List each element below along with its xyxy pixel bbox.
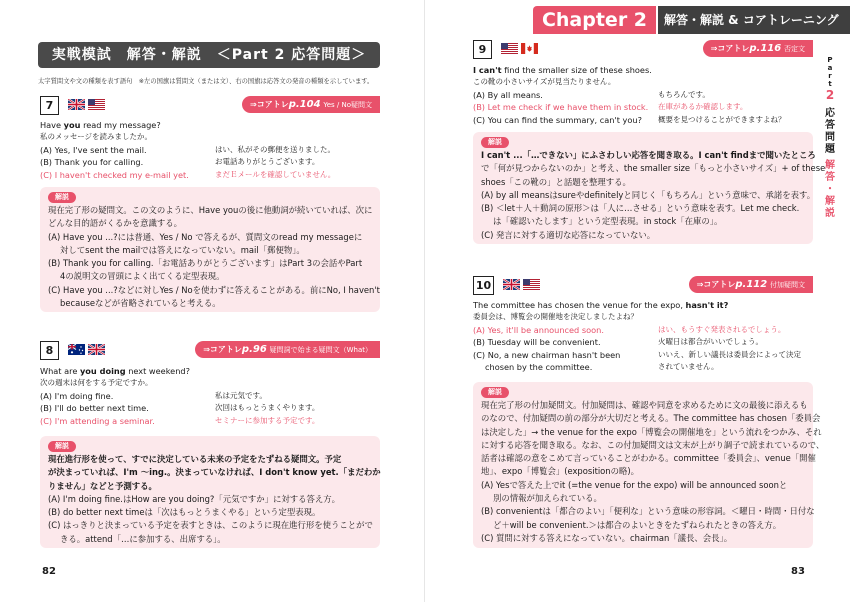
- sidebar-char: P: [827, 56, 833, 64]
- question-number: 10: [473, 276, 494, 295]
- option-a-jp: もちろんです。: [658, 89, 710, 99]
- explanation-line: のなので、付加疑問の前の部分が大切だと考える。The committee has chosen「委員会: [481, 413, 821, 424]
- question-en: The committee has chosen the venue for the expo, hasn't it?: [473, 300, 729, 310]
- core-training-tag[interactable]: ⇒コアトレp.96 疑問詞で始まる疑問文（What）: [195, 341, 380, 358]
- question-number: 9: [473, 40, 492, 59]
- explanation-line: ど＋will be convenient.＞は都合のよいときをたずねられたときの答え方。: [493, 519, 782, 530]
- option-b-jp: 火曜日は都合がいいでしょう。: [658, 337, 763, 347]
- explanation-label: 解説: [481, 137, 509, 148]
- uk-flag-icon: [503, 279, 520, 290]
- option-b-jp: 在庫があるか確認します。: [658, 102, 748, 112]
- explanation-line: (A) Yesで答えた上でit (=the venue for the expo) will be announced soonと: [481, 479, 788, 490]
- explanation-line: に対する応答を聞き取る。なお、この付加疑問文は文末が上がり調子で読まれているので、: [481, 439, 825, 450]
- option-b: (B) Tuesday will be convenient.: [473, 337, 601, 348]
- question-10-header: [473, 276, 813, 296]
- explanation-line: (B) ＜let＋人＋動詞の原形＞は「人に…させる」という意味を表す。Let me check.: [481, 203, 800, 214]
- question-9-header: [473, 40, 813, 60]
- explanation-line: (B) do better next timeは「次はもっとうまくやる」という定型表現。: [48, 507, 321, 518]
- sidebar-char: 問: [825, 132, 835, 143]
- option-c-correct: (C) I haven't checked my e-mail yet.: [40, 169, 189, 180]
- explanation-line: (B) convenientは「都合のよい」「便利な」という意味の形容詞。＜曜日・時間・日付な: [481, 506, 815, 517]
- sidebar-char: a: [827, 64, 833, 72]
- core-training-tag[interactable]: ⇒コアトレp.116 否定文: [703, 40, 813, 57]
- question-9: [473, 64, 823, 127]
- explanation-line: りません」などと予測する。: [48, 480, 157, 491]
- option-c-jp: いいえ、新しい議長は委員会によって決定: [658, 349, 801, 359]
- question-number: 7: [40, 96, 59, 115]
- explanation-line: 現在進行形を使って、すでに決定している未来の予定をたずねる疑問文。予定: [48, 454, 342, 464]
- question-en: I can't find the smaller size of these shoes.: [473, 65, 652, 75]
- sidebar-char: ・: [825, 184, 835, 195]
- explanation-line: 現在完了形の疑問文。この文のように、Have youの後に他動詞が続いていれば、次に: [48, 205, 373, 215]
- question-8-header: [40, 341, 380, 361]
- option-b: (B) I'll do better next time.: [40, 403, 149, 414]
- right-page: [425, 0, 850, 602]
- explanation-line: (B) Thank you for calling.「お電話ありがとうございます」はPart 3の会話やPart: [48, 258, 363, 269]
- option-c-jp: まだＥメールを確認していません。: [215, 169, 336, 179]
- sidebar-char: 解: [825, 196, 835, 207]
- option-b-jp: お電話ありがとうございます。: [215, 157, 320, 167]
- explanation-line: 地」、expo「博覧会」(expositionの略)。: [481, 466, 639, 477]
- canada-flag-icon: [521, 43, 538, 54]
- australia-flag-icon: [68, 344, 85, 355]
- chapter-subtitle: 解答・解説 & コアトレーニング: [658, 6, 850, 34]
- vertical-sidebar: [818, 56, 842, 220]
- question-jp: 委員会は、博覧会の開催地を決定しましたよね？: [473, 312, 638, 322]
- sidebar-char: 2: [825, 88, 835, 102]
- option-a-correct: (A) Yes, it'll be announced soon.: [473, 324, 604, 335]
- explanation-box-7: [40, 187, 380, 312]
- option-b-correct: (B) Let me check if we have them in stock.: [473, 102, 649, 113]
- explanation-line: 現在完了形の付加疑問文。付加疑問は、確認や同意を求めるために文の最後に添えるも: [481, 400, 808, 410]
- question-7-header: [40, 96, 380, 116]
- explanation-box-8: [40, 436, 380, 548]
- explanation-box-9: [473, 132, 826, 244]
- question-number: 8: [40, 341, 59, 360]
- option-b-jp: 次回はもっとうまくやります。: [215, 403, 320, 413]
- explanation-box-10: [473, 382, 825, 548]
- explanation-line: (C) はっきりと決まっている予定を表すときは、このように現在進行形を使うことがで: [48, 520, 373, 531]
- us-flag-icon: [501, 43, 518, 54]
- option-a: (A) Yes, I've sent the mail.: [40, 144, 147, 155]
- legend-note: 太字質問文や文の種類を表す語句 ※左の国旗は質問文（または文）、右の国旗は応答文の発音の種類を示しています。: [38, 78, 374, 85]
- question-en: What are you doing next weekend?: [40, 366, 190, 376]
- option-c-continued: chosen by the committee.: [485, 362, 593, 373]
- us-flag-icon: [523, 279, 540, 290]
- section-banner: 実戦模試 解答・解説 ＜Part 2 応答問題＞: [38, 42, 380, 68]
- explanation-line: 4の説明文の冒頭によく出てくる定型表現。: [60, 271, 225, 282]
- sidebar-char: 答: [825, 120, 835, 131]
- sidebar-char: 応: [825, 108, 835, 119]
- sidebar-char: 答: [825, 172, 835, 183]
- explanation-line: (A) by all meansはsureやdefinitelyと同じく「もちろん」という意味で、承諾を表す。: [481, 189, 816, 200]
- explanation-label: 解説: [481, 387, 509, 398]
- uk-flag-icon: [88, 344, 105, 355]
- sidebar-char: r: [828, 72, 832, 80]
- option-a: (A) I'm doing fine.: [40, 390, 114, 401]
- page-number: 82: [42, 566, 56, 577]
- explanation-line: は決定した」→ the venue for the expo「博覧会の開催地を」という流れをつかみ、それ: [481, 426, 822, 437]
- explanation-line: 対してsent the mailでは答えになっていない。mail「郵便物」。: [60, 244, 305, 255]
- sidebar-char: 説: [825, 208, 835, 219]
- sidebar-char: 解: [825, 160, 835, 171]
- option-a-jp: はい、もうすぐ発表されるでしょう。: [658, 324, 786, 334]
- uk-flag-icon: [68, 99, 85, 110]
- explanation-line: (C) Have you ...?などに対しYes / Noを使わずに答えることがある。前にNo, I haven't: [48, 284, 380, 295]
- chapter-title: Chapter 2: [533, 6, 656, 34]
- explanation-line: (C) 発言に対する適切な応答になっていない。: [481, 229, 656, 240]
- page-number: 83: [791, 566, 805, 577]
- core-training-tag[interactable]: ⇒コアトレp.112 付加疑問文: [689, 276, 813, 293]
- explanation-line: で「何が見つからないのか」と考え、the smaller size「もっと小さいサイズ」+ of these: [481, 163, 826, 174]
- explanation-line: 別の情報が加えられている。: [493, 493, 602, 504]
- explanation-line: (A) I'm doing fine.はHow are you doing?「元気ですか」に対する答え方。: [48, 493, 340, 504]
- option-c-correct: (C) I'm attending a seminar.: [40, 415, 155, 426]
- explanation-line: (C) 質問に対する答えになっていない。chairman「議長、会長」。: [481, 532, 733, 543]
- explanation-line: I can't ...「…できない」にふさわしい応答を聞き取る。I can't findまで聞いたところ: [481, 150, 816, 160]
- option-c-jp: セミナーに参加する予定です。: [215, 415, 320, 425]
- option-a-jp: 私は元気です。: [215, 390, 267, 400]
- explanation-line: (A) Have you ...?には普通、Yes / No で答えるが、質問文のread my messageに: [48, 231, 363, 242]
- question-8: [40, 365, 390, 428]
- option-c: (C) No, a new chairman hasn't been: [473, 349, 621, 360]
- question-10: [473, 299, 823, 376]
- sidebar-char: t: [828, 80, 832, 88]
- page-gutter: [424, 0, 425, 602]
- question-jp: この靴の小さいサイズが見当たりません。: [473, 77, 616, 87]
- explanation-line: どんな目的語がくるかを意識する。: [48, 218, 182, 229]
- explanation-line: が決まっていれば、I'm ～ing.。決まっていなければ、I don't know yet.「まだわか: [48, 467, 381, 478]
- option-b: (B) Thank you for calling.: [40, 157, 144, 168]
- core-training-tag[interactable]: ⇒コアトレp.104 Yes / No疑問文: [242, 96, 380, 113]
- question-jp: 私のメッセージを読みましたか。: [40, 132, 153, 142]
- explanation-label: 解説: [48, 192, 76, 203]
- question-7: [40, 119, 390, 182]
- option-c-jp-continued: されていません。: [658, 362, 719, 372]
- question-en: Have you read my message?: [40, 120, 161, 130]
- option-c: (C) You can find the summary, can't you?: [473, 114, 642, 125]
- option-c-jp: 概要を見つけることができますよね？: [658, 114, 786, 124]
- explanation-line: becauseなどが省略されていると考える。: [60, 298, 221, 309]
- option-a-jp: はい、私がその郵便を送りました。: [215, 144, 335, 154]
- explanation-line: shoes「この靴の」と話題を整理する。: [481, 176, 631, 187]
- us-flag-icon: [88, 99, 105, 110]
- option-a: (A) By all means.: [473, 89, 543, 100]
- question-jp: 次の週末は何をする予定ですか。: [40, 378, 153, 388]
- sidebar-char: 題: [825, 144, 835, 155]
- explanation-line: 話者は確認の意をこめて言っていることがわかる。committee「委員会」、venue「開催: [481, 453, 816, 464]
- explanation-line: きる。attend「…に参加する、出席する」。: [60, 533, 226, 544]
- explanation-label: 解説: [48, 441, 76, 452]
- explanation-line: は「確認いたします」という定型表現。in stock「在庫の」。: [493, 216, 723, 227]
